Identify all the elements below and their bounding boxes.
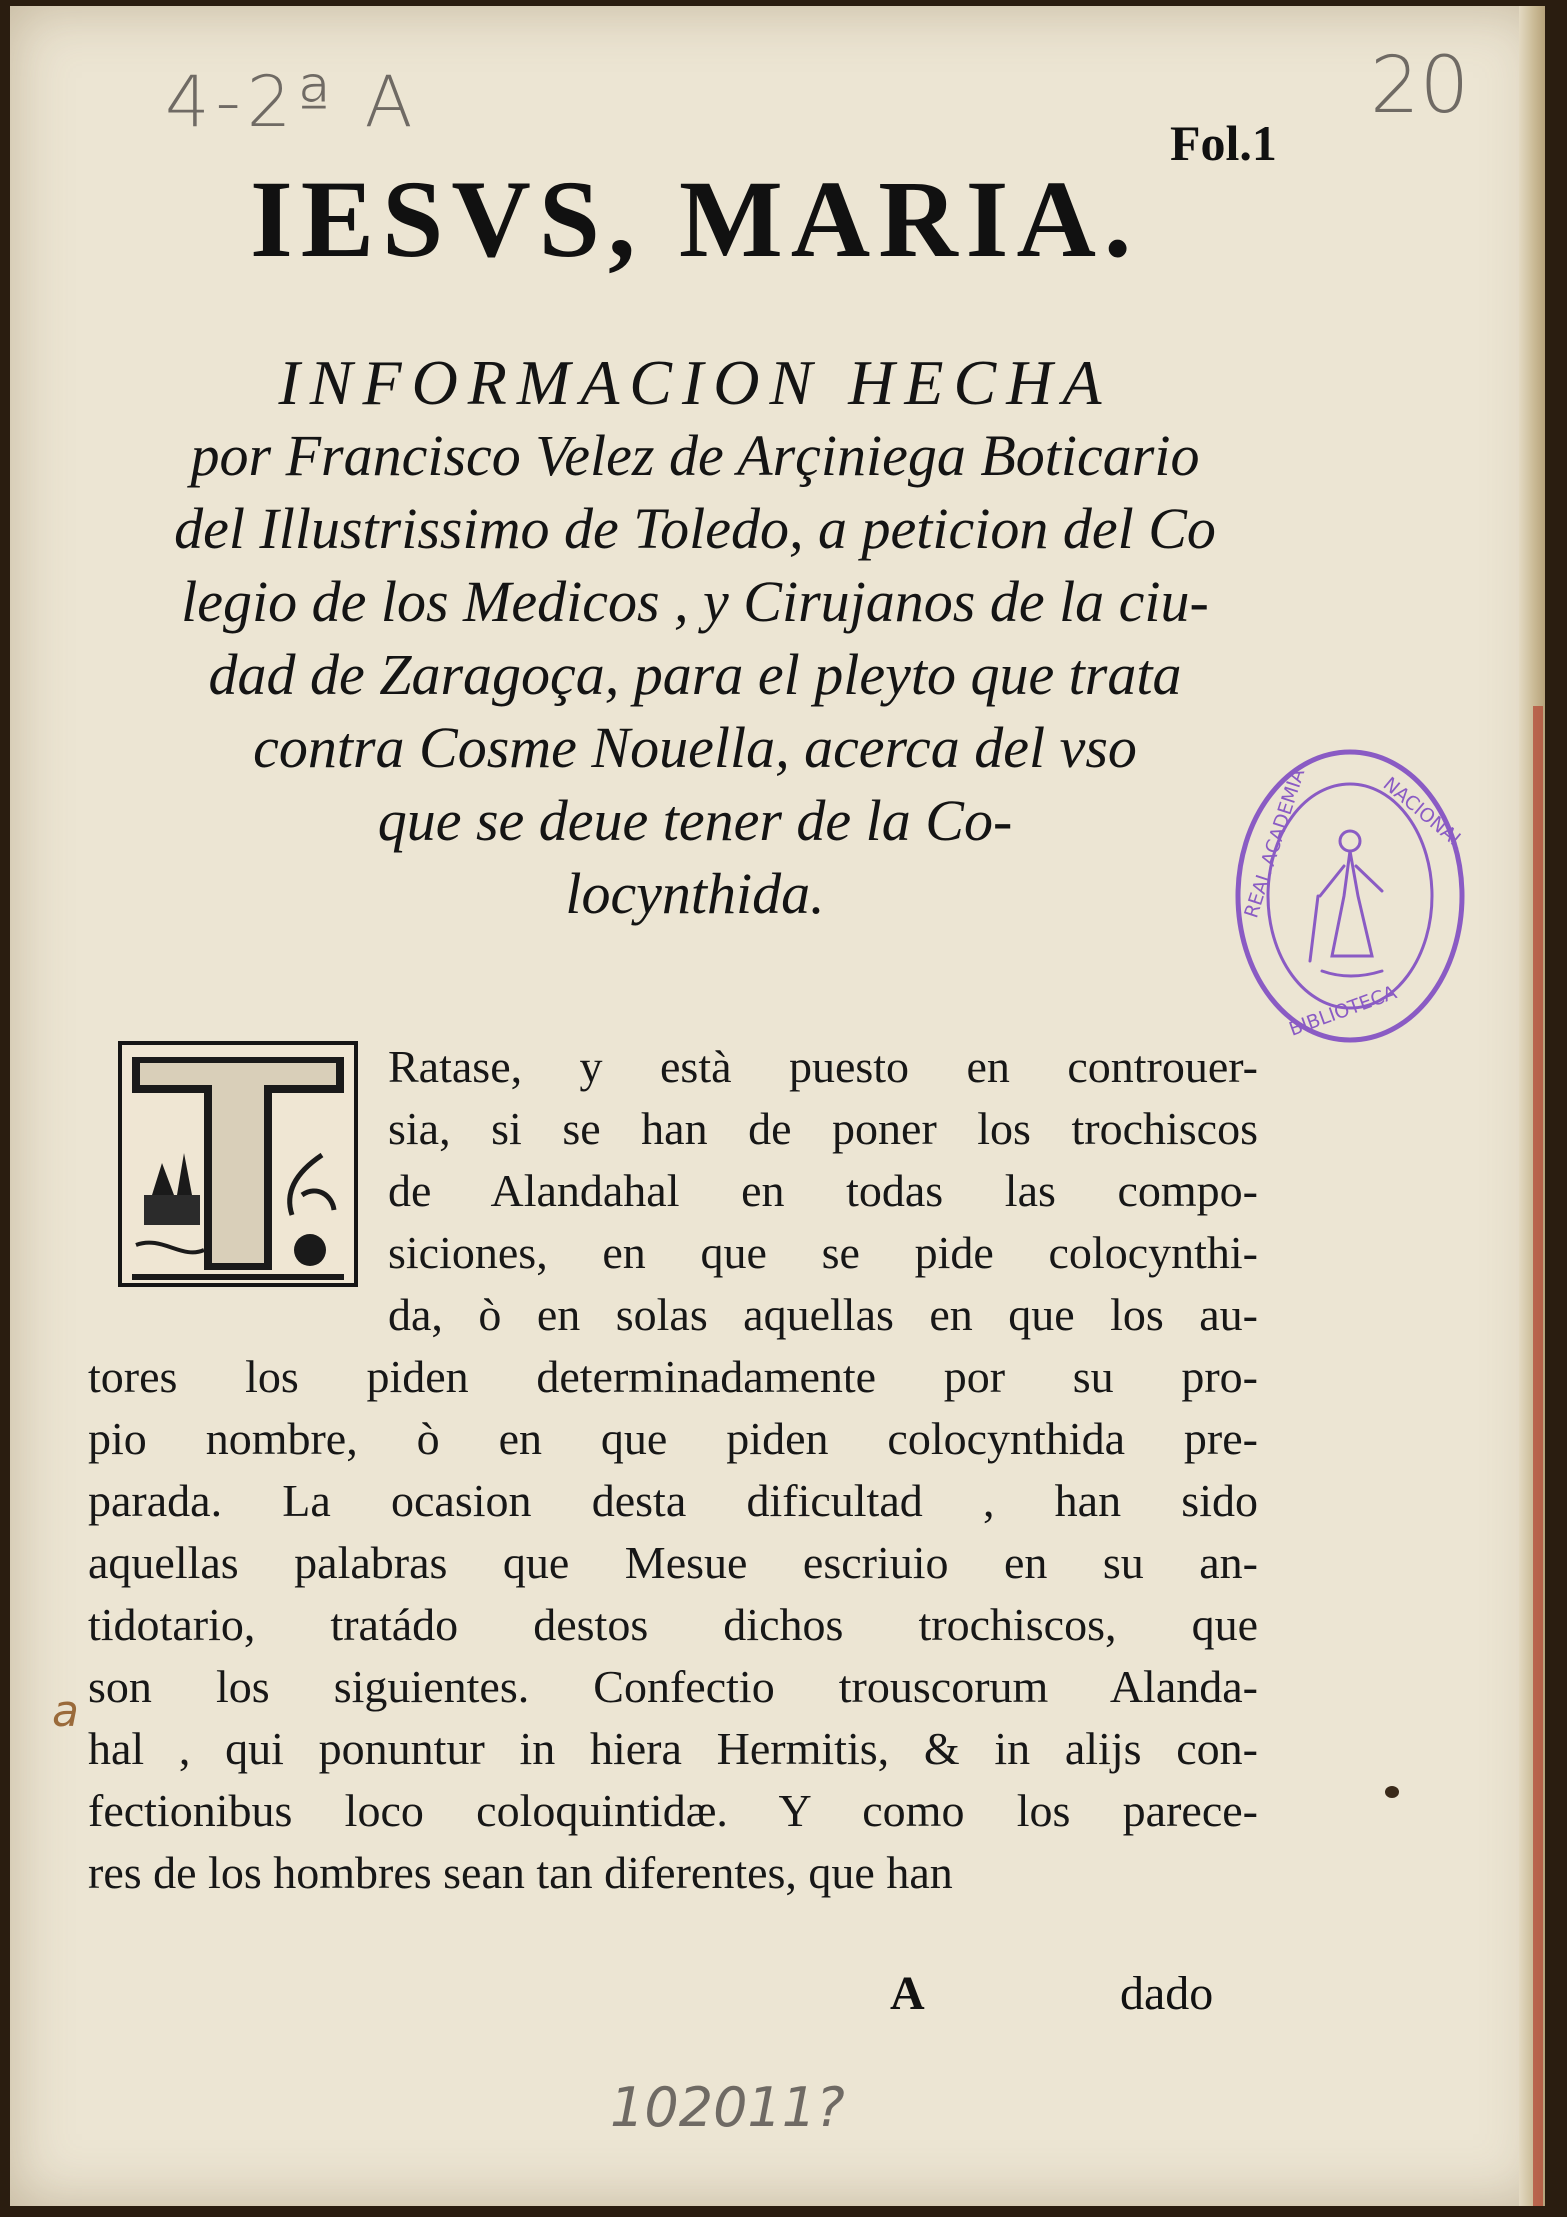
body-line: son los siguientes. Confectio trouscorum Alanda- bbox=[88, 1661, 1258, 1712]
body-line: siciones, en que se pide colocynthi- bbox=[388, 1227, 1258, 1278]
margin-mark: a bbox=[52, 1686, 79, 1737]
folio-number: Fol.1 bbox=[1170, 115, 1277, 171]
heading-line: legio de los Medicos , y Cirujanos de la ciu- bbox=[181, 569, 1209, 634]
body-line: da, ò en solas aquellas en que los au- bbox=[388, 1289, 1258, 1340]
body-text bbox=[88, 1036, 1258, 1904]
heading-line: locynthida. bbox=[565, 861, 825, 926]
pencil-page-number: 20 bbox=[1370, 41, 1470, 131]
heading-line: contra Cosme Nouella, acerca del vso bbox=[253, 715, 1137, 780]
svg-text:NACIONAL: NACIONAL bbox=[1378, 772, 1468, 854]
signature-mark: A bbox=[890, 1967, 925, 2020]
ink-fleck bbox=[1385, 1786, 1399, 1798]
body-line: tores los piden determinadamente por su pro- bbox=[88, 1351, 1258, 1402]
book-page bbox=[10, 6, 1545, 2206]
library-stamp bbox=[1232, 746, 1468, 1046]
body-line: fectionibus loco coloquintidæ. Y como los parece- bbox=[88, 1785, 1258, 1836]
catchword: dado bbox=[1120, 1967, 1214, 2020]
body-line: pio nombre, ò en que piden colocynthida pre- bbox=[88, 1413, 1258, 1464]
body-line: res de los hombres sean tan diferentes, que han bbox=[88, 1847, 953, 1898]
heading-line: del Illustrissimo de Toledo, a peticion del Co bbox=[174, 496, 1216, 561]
red-edge-stain bbox=[1533, 706, 1543, 2206]
heading-block bbox=[105, 346, 1285, 930]
body-line: Ratase, y està puesto en controuer- bbox=[388, 1041, 1258, 1092]
svg-text:REAL ACADEMIA: REAL ACADEMIA bbox=[1240, 766, 1310, 921]
body-line: de Alandahal en todas las compo- bbox=[388, 1165, 1258, 1216]
page-title: IESVS, MARIA. bbox=[250, 158, 1140, 280]
body-line: tidotario, tratádo destos dichos trochiscos, que bbox=[88, 1599, 1258, 1650]
body-line: sia, si se han de poner los trochiscos bbox=[388, 1103, 1258, 1154]
body-line: aquellas palabras que Mesue escriuio en su an- bbox=[88, 1537, 1258, 1588]
body-line: parada. La ocasion desta dificultad , han sido bbox=[88, 1475, 1258, 1526]
pencil-accession-number: 102011? bbox=[610, 2076, 845, 2139]
heading-line: por Francisco Velez de Arçiniega Boticario bbox=[190, 423, 1200, 488]
heading-line: que se deue tener de la Co- bbox=[377, 788, 1013, 853]
heading-line: INFORMACION HECHA bbox=[278, 347, 1112, 418]
body-line: hal , qui ponuntur in hiera Hermitis, & in alijs con- bbox=[88, 1723, 1258, 1774]
heading-line: dad de Zaragoça, para el pleyto que trata bbox=[208, 642, 1182, 707]
pencil-shelfmark: 4-2ª A bbox=[165, 61, 419, 143]
svg-text:BIBLIOTECA: BIBLIOTECA bbox=[1286, 981, 1400, 1041]
